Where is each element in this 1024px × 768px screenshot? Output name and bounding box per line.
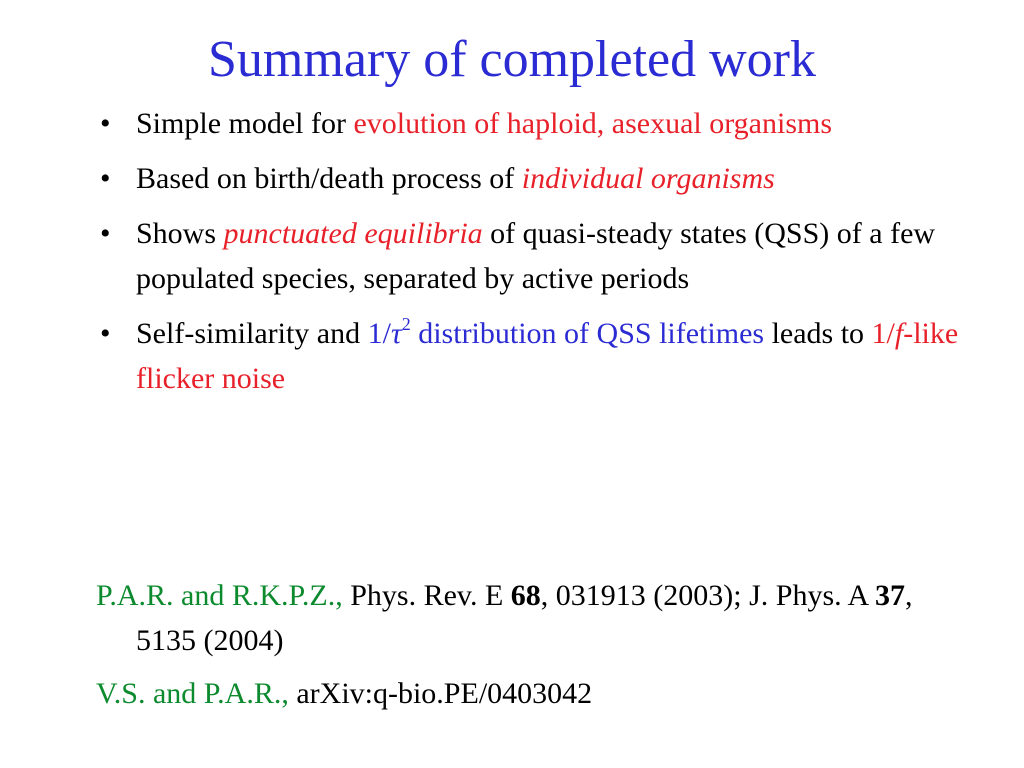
bullet-text: Self-similarity and (136, 317, 368, 350)
bullet-dot: • (100, 162, 111, 195)
highlight-text: -like flicker noise (136, 317, 959, 395)
bullet-dot: • (100, 107, 111, 140)
bullet-text: of quasi-steady states (QSS) of a few populated species, separated by active periods (136, 217, 936, 295)
bullet-text: Simple model for (136, 107, 354, 140)
bullet-text: leads to (764, 317, 872, 350)
bullet-item (96, 156, 976, 201)
reference-text: Phys. Rev. E (342, 579, 511, 612)
reference-volume: 68 (510, 579, 541, 612)
bullet-item (96, 101, 976, 146)
reference-text: , 031913 (2003); J. Phys. A (540, 579, 875, 612)
highlight-text: distribution of QSS lifetimes (410, 317, 765, 350)
reference-authors: V.S. and P.A.R., (96, 677, 289, 710)
bullet-item (96, 211, 976, 301)
highlight-text: individual organisms (521, 162, 775, 195)
slide-title: Summary of completed work (208, 31, 816, 88)
references (96, 573, 976, 724)
reference-text: , 5135 (2004) (136, 579, 913, 657)
reference-authors: P.A.R. and R.K.P.Z., (96, 579, 343, 612)
bullet-text: Shows (136, 217, 224, 250)
f-symbol: f (894, 317, 904, 350)
exponent: 2 (401, 314, 411, 334)
highlight-text: 1/ (871, 317, 895, 350)
tau-symbol: τ (390, 317, 402, 350)
reference-text: arXiv:q-bio.PE/0403042 (288, 677, 593, 710)
bullet-dot: • (100, 317, 111, 350)
highlight-text: punctuated equilibria (223, 217, 483, 250)
reference-item (96, 573, 976, 663)
bullet-item (96, 311, 976, 401)
bullet-list (96, 101, 976, 411)
highlight-text: 1/ (367, 317, 391, 350)
bullet-text: Based on birth/death process of (136, 162, 522, 195)
bullet-dot: • (100, 217, 111, 250)
reference-item (96, 671, 976, 716)
reference-volume: 37 (875, 579, 905, 612)
highlight-text: evolution of haploid, asexual organisms (353, 107, 833, 140)
